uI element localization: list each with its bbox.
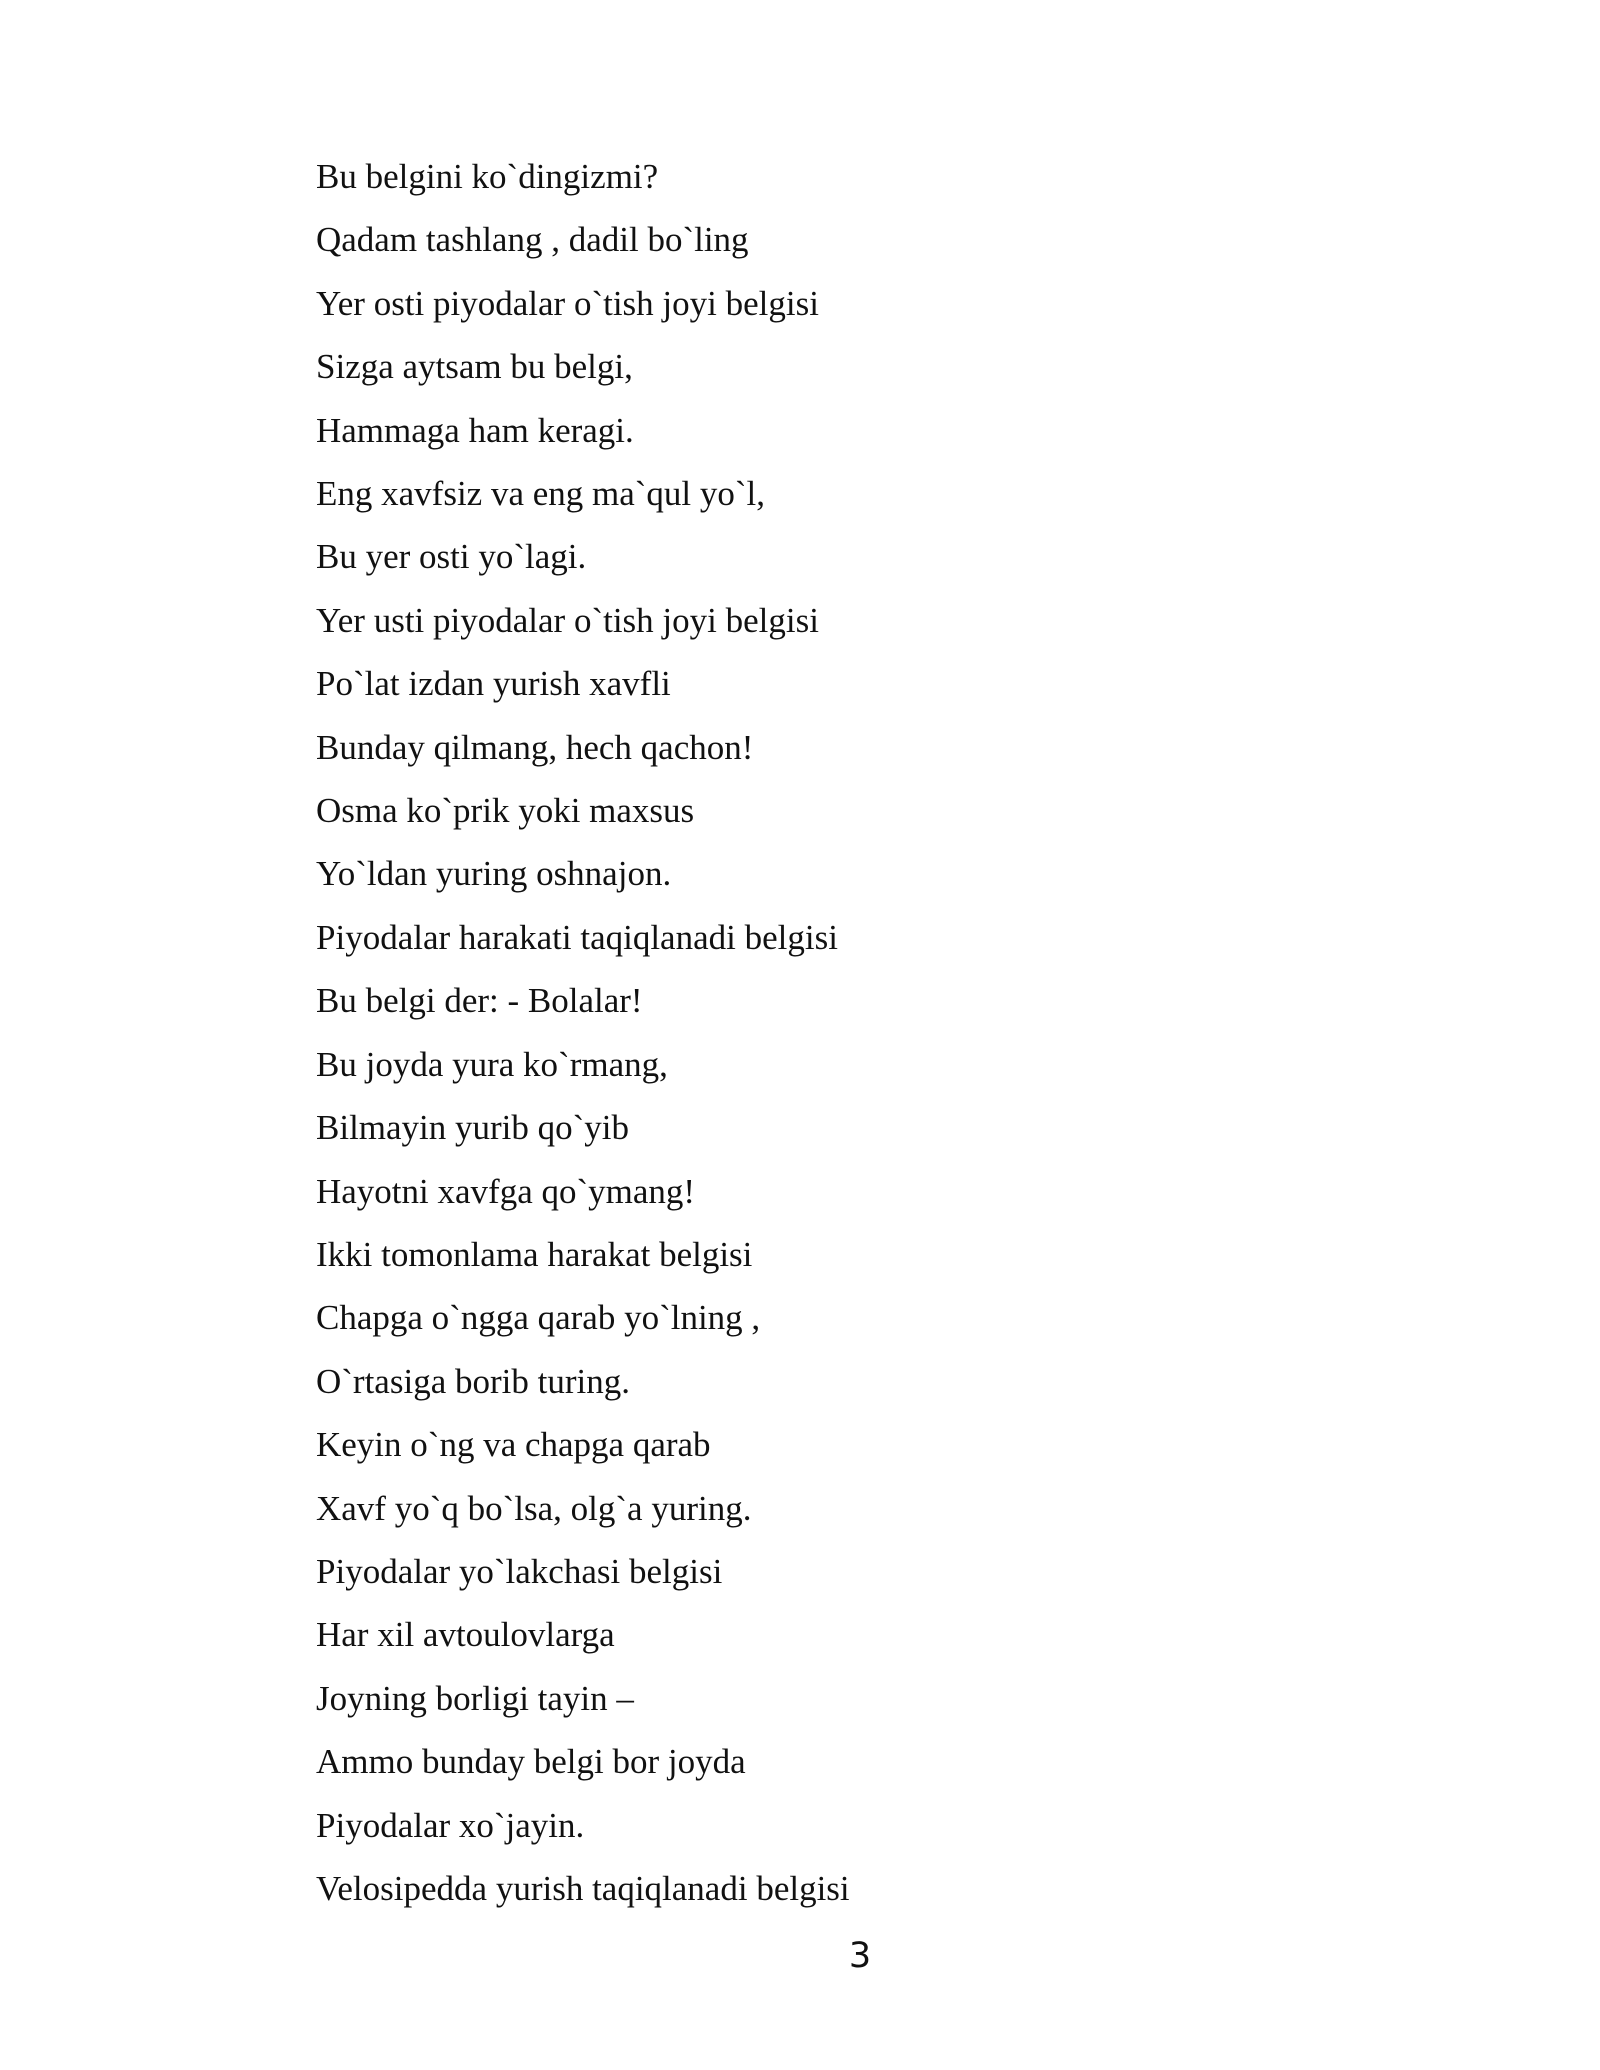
text-line: Bilmayin yurib qo`yib [316, 1108, 630, 1148]
text-line: Qadam tashlang , dadil bo`ling [316, 220, 749, 260]
text-line: Chapga o`ngga qarab yo`lning , [316, 1298, 761, 1338]
text-line: Bu belgini ko`dingizmi? [316, 157, 659, 196]
text-line: Po`lat izdan yurish xavfli [316, 664, 671, 704]
text-line: Hammaga ham keragi. [316, 410, 634, 450]
text-line: Hayotni xavfga qo`ymang! [316, 1171, 696, 1211]
text-line: Xavf yo`q bo`lsa, olg`a yuring. [316, 1488, 752, 1528]
page-number: 3 [848, 1936, 872, 1976]
sign-caption: Piyodalar harakati taqiqlanadi belgisi [316, 917, 838, 957]
text-line: Bu joyda yura ko`rmang, [316, 1044, 668, 1084]
text-line: Keyin o`ng va chapga qarab [316, 1425, 711, 1465]
text-line: Bu yer osti yo`lagi. [316, 537, 587, 577]
text-line: Har xil avtoulovlarga [316, 1615, 615, 1655]
sign-caption: Yer osti piyodalar o`tish joyi belgisi [316, 283, 819, 323]
text-line: Ammo bunday belgi bor joyda [316, 1742, 746, 1782]
text-line: Bu belgi der: - Bolalar! [316, 981, 643, 1021]
text-line: O`rtasiga borib turing. [316, 1361, 630, 1401]
text-line: Eng xavfsiz va eng ma`qul yo`l, [316, 474, 766, 514]
sign-caption: Yer usti piyodalar o`tish joyi belgisi [316, 600, 819, 640]
text-line: Bunday qilmang, hech qachon! [316, 727, 754, 767]
sign-caption: Ikki tomonlama harakat belgisi [316, 1234, 753, 1274]
poem-text-block [316, 145, 850, 1920]
text-line: Piyodalar xo`jayin. [316, 1805, 585, 1845]
text-line: Joyning borligi tayin – [316, 1678, 634, 1718]
text-line: Sizga aytsam bu belgi, [316, 347, 633, 387]
sign-caption: Velosipedda yurish taqiqlanadi belgisi [316, 1868, 850, 1908]
text-line: Osma ko`prik yoki maxsus [316, 791, 695, 831]
sign-caption: Piyodalar yo`lakchasi belgisi [316, 1551, 723, 1591]
text-line: Yo`ldan yuring oshnajon. [316, 854, 672, 894]
